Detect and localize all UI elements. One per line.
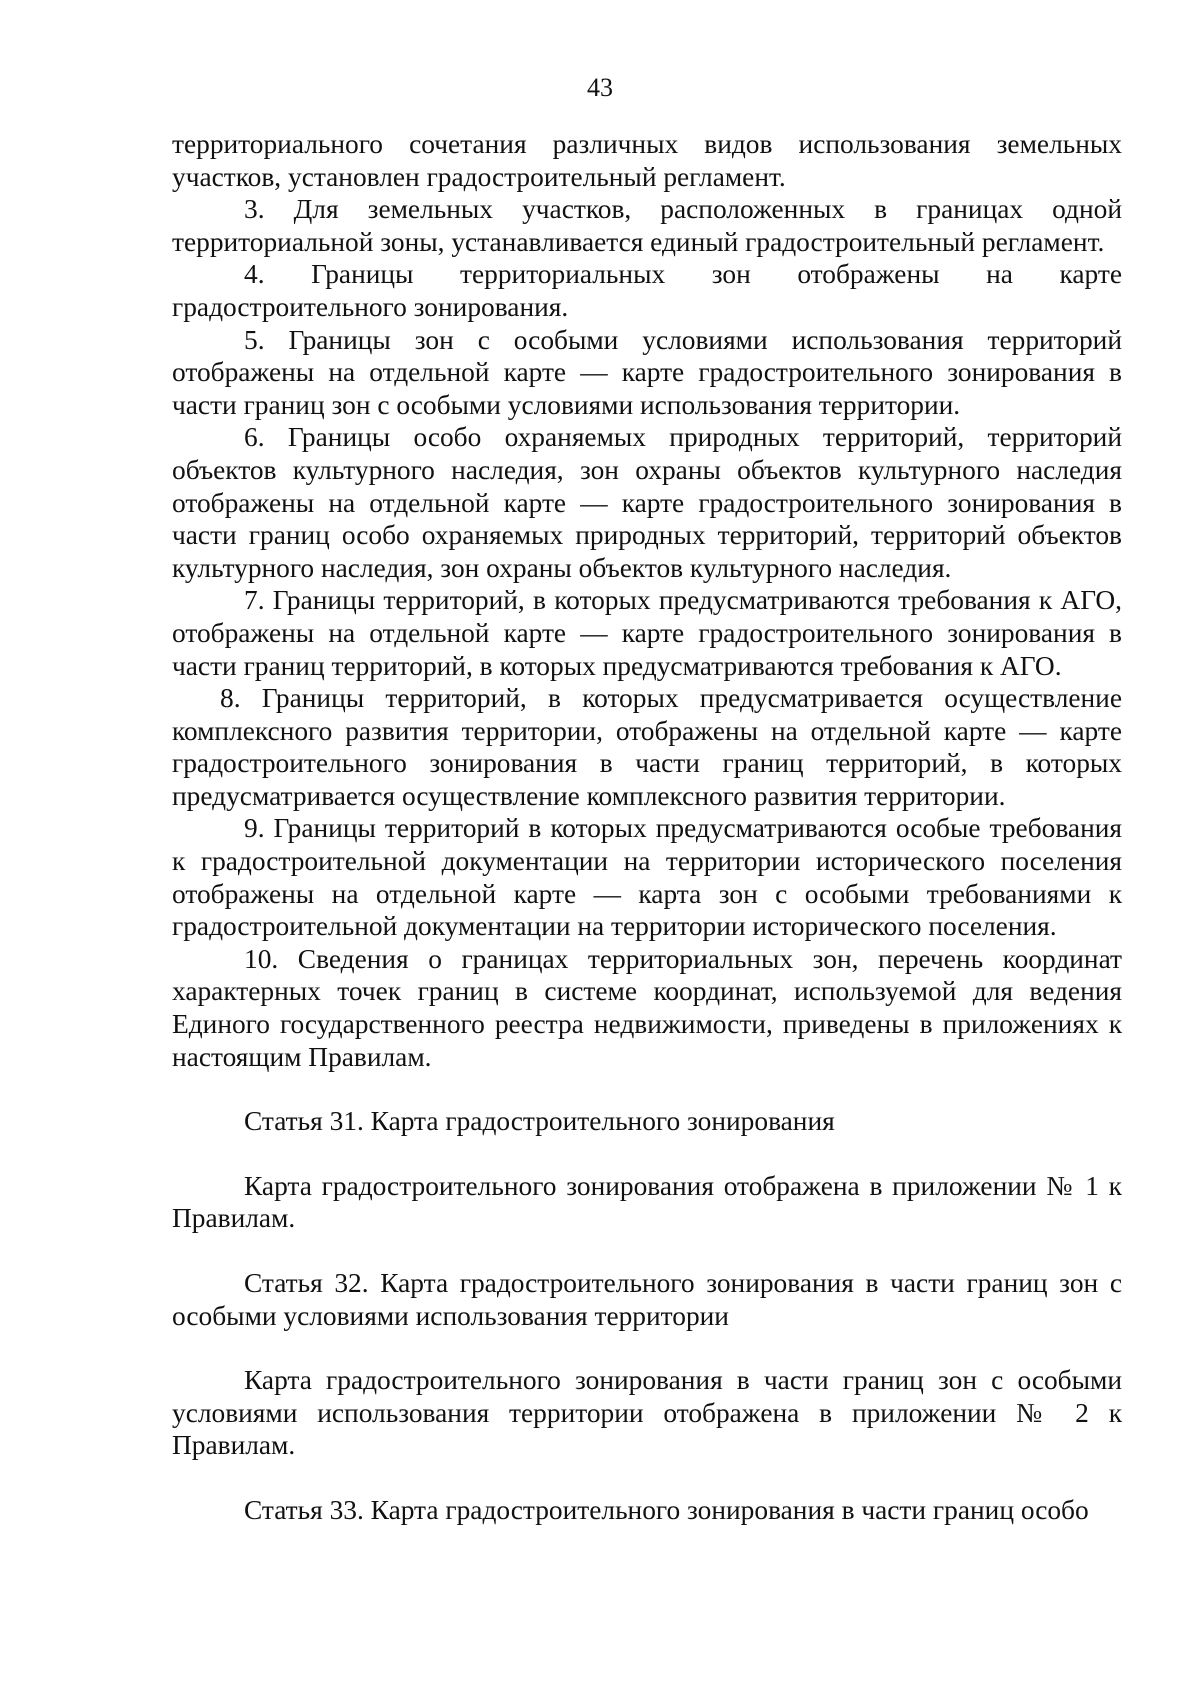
spacer <box>172 1235 1122 1267</box>
paragraph-item-3: 3. Для земельных участков, расположенных в границах одной территориальной зоны, устанавливается единый градостроительный регламент. <box>172 194 1122 257</box>
page-number: 43 <box>587 73 613 102</box>
paragraph-item-6: 6. Границы особо охраняемых природных территорий, территорий объектов культурного наследия, зон охраны объектов культурного наследия отображены на отдельной карте — карте градостроительного зонирования в части границ особо охраняемых природных территорий, территорий объектов культурного наследия, зон охраны объектов культурного наследия. <box>172 422 1122 583</box>
article-32-heading: Статья 32. Карта градостроительного зонирования в части границ зон с особыми условиями использования территории <box>172 1268 1122 1331</box>
article-32-text: Карта градостроительного зонирования в части границ зон с особыми условиями использования территории отображена в приложении № 2 к Правилам. <box>172 1365 1122 1461</box>
document-body <box>172 128 1122 1527</box>
paragraph-continuation: территориального сочетания различных видов использования земельных участков, установлен градостроительный регламент. <box>172 129 1122 192</box>
article-31-heading: Статья 31. Карта градостроительного зонирования <box>244 1106 835 1137</box>
paragraph-item-9: 9. Границы территорий в которых предусматриваются особые требования к градостроительной документации на территории исторического поселения отображены на отдельной карте — карта зон с особыми требованиями к градостроительной документации на территории исторического поселения. <box>172 813 1122 942</box>
article-31-text: Карта градостроительного зонирования отображена в приложении № 1 к Правилам. <box>172 1170 1122 1234</box>
spacer <box>172 1332 1122 1364</box>
paragraph-item-5: 5. Границы зон с особыми условиями использования территорий отображены на отдельной карте — карте градостроительного зонирования в части границ зон с особыми условиями использования территории. <box>172 324 1122 420</box>
paragraph-item-4: 4. Границы территориальных зон отображены на карте градостроительного зонирования. <box>172 259 1122 322</box>
spacer <box>172 1073 1122 1105</box>
spacer <box>172 1462 1122 1494</box>
spacer <box>172 1138 1122 1170</box>
article-33-heading: Статья 33. Карта градостроительного зонирования в части границ особо <box>244 1494 1089 1525</box>
paragraph-item-7: 7. Границы территорий, в которых предусматриваются требования к АГО, отображены на отдельной карте — карте градостроительного зонирования в части границ территорий, в которых предусматриваются требования к АГО. <box>172 585 1122 681</box>
paragraph-item-8: 8. Границы территорий, в которых предусматривается осуществление комплексного развития территории, отображены на отдельной карте — карте градостроительного зонирования в части границ территорий, в которых предусматривается осуществление комплексного развития территории. <box>172 683 1122 811</box>
paragraph-item-10: 10. Сведения о границах территориальных зон, перечень координат характерных точек границ в системе координат, используемой для ведения Единого государственного реестра недвижимости, приведены в приложениях к настоящим Правилам. <box>172 943 1122 1072</box>
